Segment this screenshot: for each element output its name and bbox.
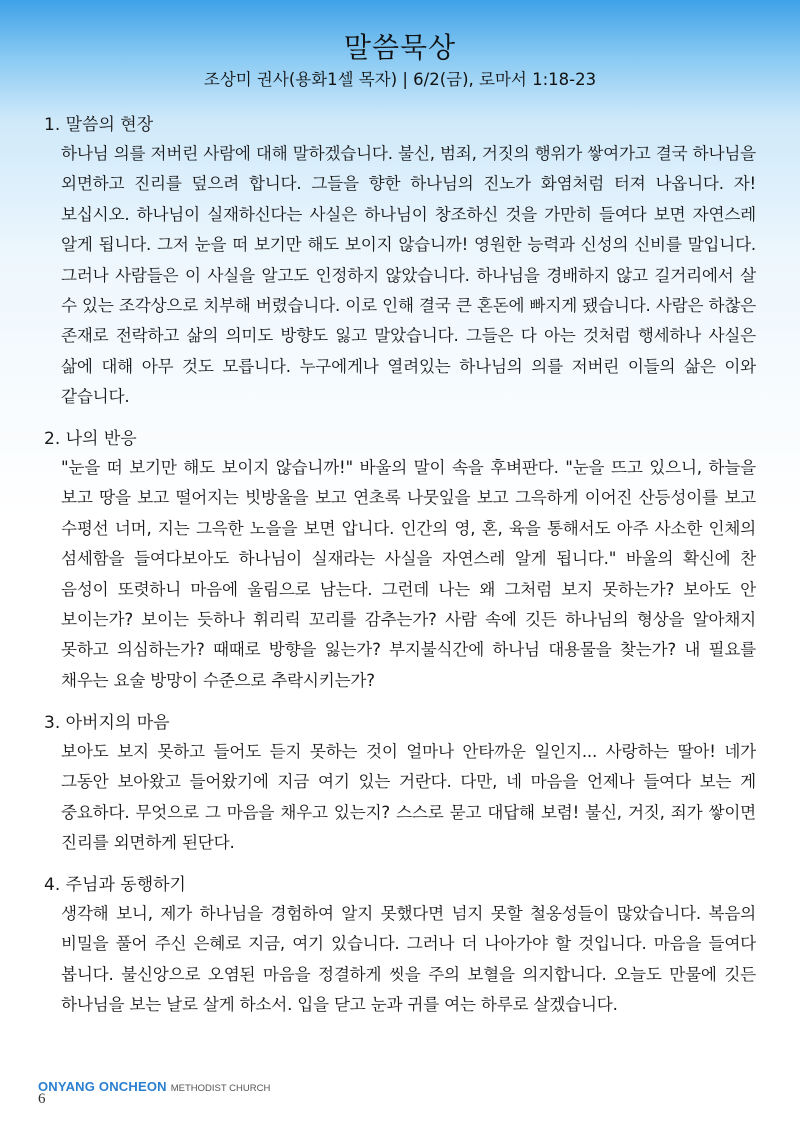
section-body: 보아도 보지 못하고 들어도 듣지 못하는 것이 얼마나 안타까운 일인지... 사랑하는 딸아! 네가 그동안 보아왔고 들어왔기에 지금 여기 있는 거란다. 다만, 네 마음을 언제나 들여다 보는 게 중요하다. 무엇으로 그 마음을 채우고 있는지? 스스로 묻고 대답해 보렴! 불신, 거짓, 죄가 쌓이면 진리를 외면하게 된단다. — [61, 742, 756, 853]
section-heading: 2. 나의 반응 — [44, 429, 137, 449]
section-walking-with-lord — [44, 870, 756, 1021]
church-brand-sub: METHODIST CHURCH — [170, 1083, 271, 1094]
church-logo-text — [38, 1078, 270, 1096]
page-title: 말씀묵상 — [343, 31, 457, 64]
section-heading: 4. 주님과 동행하기 — [44, 875, 186, 895]
section-body: 생각해 보니, 제가 하나님을 경험하여 알지 못했다면 넘지 못할 철옹성들이 많았습니다. 복음의 비밀을 풀어 주신 은혜로 지금, 여기 있습니다. 그러나 더 나아가야 할 것입니다. 마음을 들여다 봅니다. 불신앙으로 오염된 마음을 정결하게 씻을 주의 보혈을 의지합니다. 오늘도 만물에 깃든 하나님을 보는 날로 살게 하소서. 입을 닫고 눈과 귀를 여는 하루로 살겠습니다. — [61, 904, 756, 1015]
section-my-response — [44, 424, 756, 696]
section-fathers-heart — [44, 708, 756, 859]
page-number: 6 — [38, 1091, 46, 1107]
section-body: "눈을 떠 보기만 해도 보이지 않습니까!" 바울의 말이 속을 후벼판다. "눈을 뜨고 있으니, 하늘을 보고 땅을 보고 떨어지는 빗방울을 보고 연초록 나뭇잎을 보고 그윽하게 이어진 산등성이를 보고 수평선 너머, 지는 그윽한 노을을 보면 압니다. 인간의 영, 혼, 육을 통해서도 아주 사소한 인체의 섬세함을 들여다보아도 하나님이 실재라는 사실을 자연스레 알게 됩니다." 바울의 확신에 찬 음성이 또렷하니 마음에 울림으로 남는다. 그런데 나는 왜 그처럼 보지 못하는가? 보아도 안 보이는가? 보이는 듯하나 휘리릭 꼬리를 감추는가? 사람 속에 깃든 하나님의 형상을 알아채지 못하고 의심하는가? 때때로 방향을 잃는가? 부지불식간에 하나님 대용물을 찾는가? 내 필요를 채우는 요술 방망이 수준으로 추락시키는가? — [61, 458, 756, 690]
page-subtitle: 조상미 권사(용화1셀 목자) | 6/2(금), 로마서 1:18-23 — [203, 70, 597, 89]
section-heading: 1. 말씀의 현장 — [44, 115, 154, 135]
section-heading: 3. 아버지의 마음 — [44, 713, 170, 733]
church-brand-name: ONYANG ONCHEON — [38, 1079, 167, 1094]
section-word-scene — [44, 110, 756, 413]
section-body: 하나님 의를 저버린 사람에 대해 말하겠습니다. 불신, 범죄, 거짓의 행위가 쌓여가고 결국 하나님을 외면하고 진리를 덮으려 합니다. 그들을 향한 하나님의 진노가 화염처럼 터져 나옵니다. 자! 보십시오. 하나님이 실재하신다는 사실은 하나님이 창조하신 것을 가만히 들여다 보면 자연스레 알게 됩니다. 그저 눈을 떠 보기만 해도 보이지 않습니까! 영원한 능력과 신성의 신비를 말입니다. 그러나 사람들은 이 사실을 알고도 인정하지 않았습니다. 하나님을 경배하지 않고 길거리에서 살 수 있는 조각상으로 치부해 버렸습니다. 이로 인해 결국 큰 혼돈에 빠지게 됐습니다. 사람은 하찮은 존재로 전락하고 삶의 의미도 방향도 잃고 말았습니다. 그들은 다 아는 것처럼 행세하나 사실은 삶에 대해 아무 것도 모릅니다. 누구에게나 열려있는 하나님의 의를 저버린 이들의 삶은 이와 같습니다. — [61, 144, 756, 407]
